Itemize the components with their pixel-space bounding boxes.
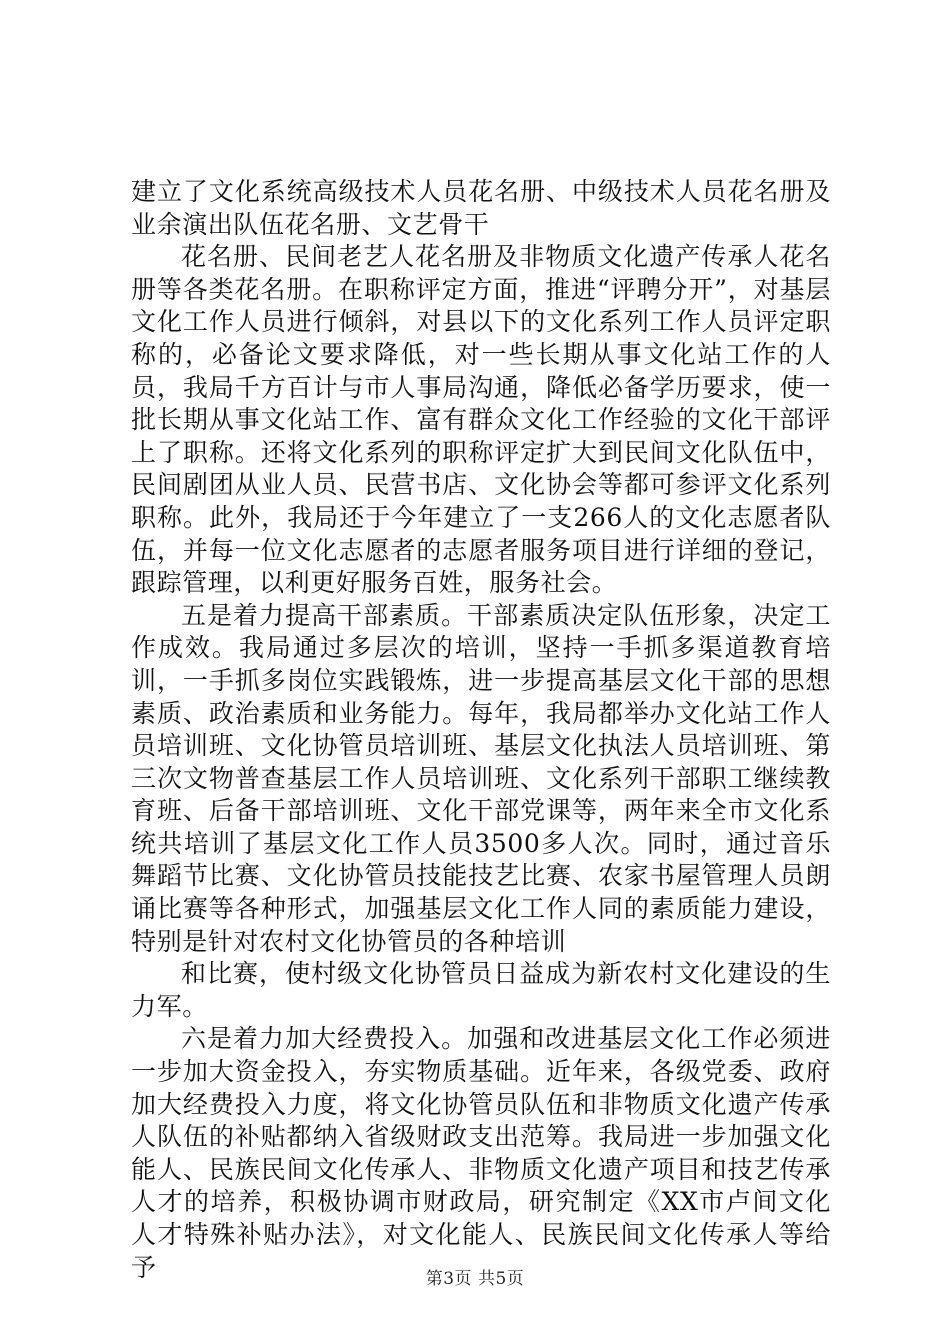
paragraph-4: 和比赛，使村级文化协管员日益成为新农村文化建设的生力军。 [131, 959, 831, 1021]
paragraph-5: 六是着力加大经费投入。加强和改进基层文化工作必须进一步加大资金投入，夯实物质基础。近年来，各级党委、政府加大经费投入力度，将文化协管员队伍和非物质文化遗产传承人队伍的补贴都纳入省级财政支出范筹。我局进一步加强文化能人、民族民间文化传承人、非物质文化遗产项目和技艺传承人才的培养，积极协调市财政局，研究制定《XX市卢间文化人才特殊补贴办法》，对文化能人、民族民间文化传承人等给予 [131, 1024, 831, 1282]
page-number-footer: 第3页 共5页 [425, 1269, 525, 1289]
paragraph-1: 建立了文化系统高级技术人员花名册、中级技术人员花名册及业余演出队伍花名册、文艺骨干 [131, 177, 831, 239]
paragraph-2: 花名册、民间老艺人花名册及非物质文化遗产传承人花名册等各类花名册。在职称评定方面，推进“评聘分开”，对基层文化工作人员进行倾斜，对县以下的文化系列工作人员评定职称的，必备论文要求降低，对一些长期从事文化站工作的人员，我局千方百计与市人事局沟通，降低必备学历要求，使一批长期从事文化站工作、富有群众文化工作经验的文化干部评上了职称。还将文化系列的职称评定扩大到民间文化队伍中，民间剧团从业人员、民营书店、文化协会等都可参评文化系列职称。此外，我局还于今年建立了一支266人的文化志愿者队伍，并每一位文化志愿者的志愿者服务项目进行详细的登记，跟踪管理，以利更好服务百姓，服务社会。 [131, 242, 831, 598]
document-body [131, 176, 831, 1284]
paragraph-3: 五是着力提高干部素质。干部素质决定队伍形象，决定工作成效。我局通过多层次的培训，坚持一手抓多渠道教育培训，一手抓多岗位实践锻炼，进一步提高基层文化干部的思想素质、政治素质和业务能力。每年，我局都举办文化站工作人员培训班、文化协管员培训班、基层文化执法人员培训班、第三次文物普查基层工作人员培训班、文化系列干部职工继续教育班、后备干部培训班、文化干部党课等，两年来全市文化系统共培训了基层文化工作人员3500多人次。同时，通过音乐舞蹈节比赛、文化协管员技能技艺比赛、农家书屋管理人员朗诵比赛等各种形式，加强基层文化工作人同的素质能力建设，特别是针对农村文化协管员的各种培训 [131, 600, 831, 956]
